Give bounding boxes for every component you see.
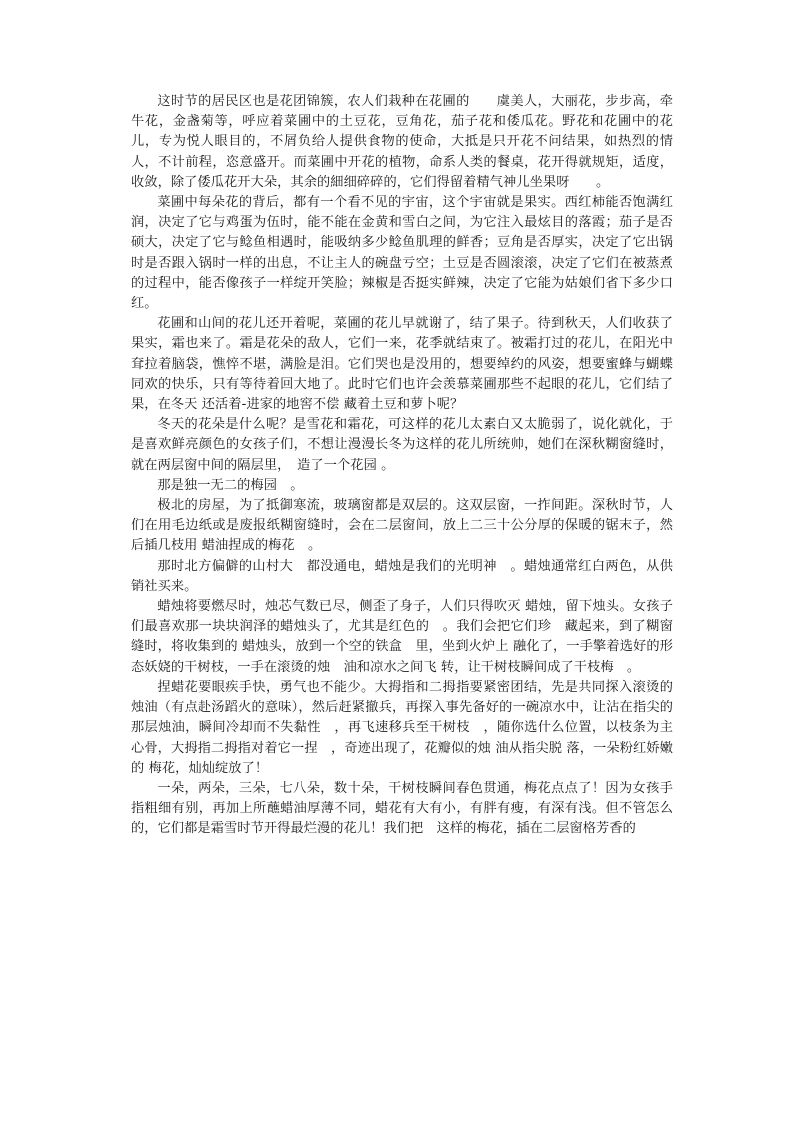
paragraph: 捏蜡花要眼疾手快，勇气也不能少。大拇指和二拇指要紧密团结，先是共同探入滚烫的烛油（有点赴汤蹈火的意味），然后赶紧撤兵，再探入事先备好的一碗凉水中，让沾在指尖的那层烛油，瞬间冷却而不失黏性 ，再飞速移兵至干树枝 ，随你选什么位置，以枝条为主心骨，大拇指二拇指对着它一捏 ，奇迹出现了，花瓣似的烛 油从指尖脱 落，一朵粉红娇嫩的 梅花，灿灿绽放了！ — [131, 679, 673, 776]
paragraph: 花圃和山间的花儿还开着呢，菜圃的花儿早就谢了，结了果子。待到秋天，人们收获了果实，霜也来了。霜是花朵的敌人，它们一来，花季就结束了。被霜打过的花儿，在阳光中耷拉着脑袋，憔悴不堪，满脸是泪。它们哭也是没用的，想要绰约的风姿，想要蜜蜂与蝴蝶同欢的快乐，只有等待着回大地了。此时它们也许会羡慕菜圃那些不起眼的花儿，它们结了果，在冬天 还活着-进家的地窖不偿 藏着土豆和萝卜呢？ — [131, 316, 673, 413]
paragraph: 蜡烛将要燃尽时，烛芯气数已尽，侧歪了身子，人们只得吹灭 蜡烛，留下烛头。女孩子们最喜欢那一块块润泽的蜡烛头了，尤其是红色的 。我们会把它们珍 藏起来，到了糊窗缝时，将收集到的 蜡烛头，放到一个空的铁盒 里，坐到火炉上 融化了，一手擎着选好的形态妖娆的干树枝，一手在滚烫的烛 油和凉水之间飞 转，让干树枝瞬间成了干枝梅 。 — [131, 599, 673, 675]
paragraph: 菜圃中每朵花的背后，都有一个看不见的宇宙，这个宇宙就是果实。西红柿能否饱满红润，决定了它与鸡蛋为伍时，能不能在金黄和雪白之间，为它注入最炫目的落霞；茄子是否硕大，决定了它与鲶鱼相遇时，能吸纳多少鲶鱼肌理的鲜香；豆角是否厚实，决定了它出锅时是否跟入锅时一样的出息，不让主人的碗盘亏空；土豆是否圆滚滚，决定了它们在被蒸煮的过程中，能否像孩子一样绽开笑脸；辣椒是否挺实鲜辣，决定了它能为姑娘们省下多少口红。 — [131, 195, 673, 312]
paragraph: 一朵，两朵，三朵，七八朵，数十朵，干树枝瞬间春色贯通，梅花点点了！因为女孩手指粗细有别，再加上所蘸蜡油厚薄不同，蜡花有大有小，有胖有瘦，有深有浅。但不管怎么的，它们都是霜雪时节开得最烂漫的花儿！我们把 这样的梅花，插在二层窗格芳香的 — [131, 780, 673, 837]
paragraph: 那是独一无二的梅园 。 — [157, 477, 304, 493]
paragraph: 这时节的居民区也是花团锦簇，农人们栽种在花圃的 虞美人，大丽花，步步高，牵牛花，金盏菊等，呼应着菜圃中的土豆花，豆角花，茄子花和倭瓜花。野花和花圃中的花儿，专为悦人眼目的，不屑负给人提供食物的使命，大抵是只开花不问结果，如热烈的情人，不计前程，恣意盛开。而菜圃中开花的植物，命系人类的餐桌，花开得就规矩，适度，收敛，除了倭瓜花开大朵，其余的細细碎碎的，它们得留着精气神儿坐果呀 。 — [131, 94, 673, 190]
paragraph: 极北的房屋，为了抵御寒流，玻璃窗都是双层的。这双层窗，一拃间距。深秋时节，人们在用毛边纸或是废报纸糊窗缝时，会在二层窗间，放上二三十公分厚的保暖的锯末子，然后插几枝用 蜡油捏成的梅花 。 — [131, 498, 673, 554]
article-body — [131, 92, 673, 840]
paragraph: 那时北方偏僻的山村大 都没通电，蜡烛是我们的光明神 。蜡烛通常红白两色，从供销社买来。 — [131, 558, 673, 594]
paragraph: 冬天的花朵是什么呢？是雪花和霜花，可这样的花儿太素白又太脆弱了，说化就化，于是喜欢鲜亮颜色的女孩子们，不想让漫漫长冬为这样的花儿所统帅，她们在深秋糊窗缝时，就在两层窗中间的隔层里， 造了一个花园 。 — [131, 417, 673, 473]
